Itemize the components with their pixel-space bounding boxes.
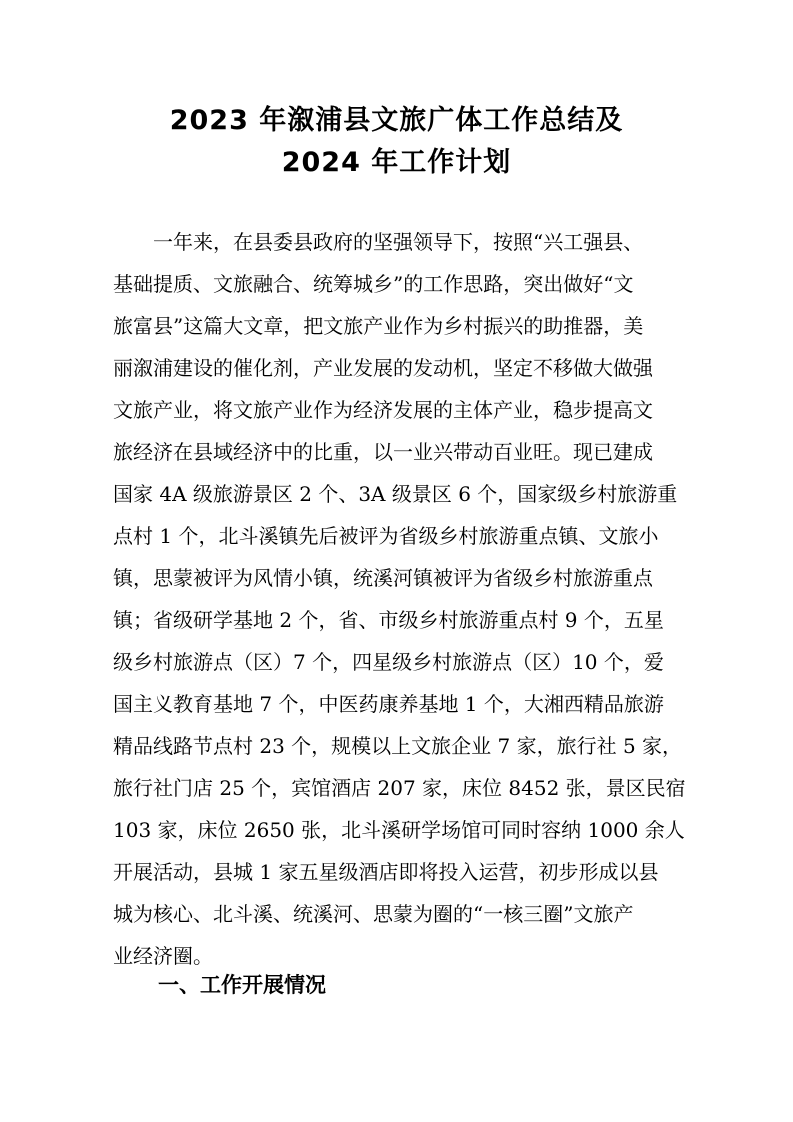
paragraph-line: 旅富县”这篇大文章，把文旅产业作为乡村振兴的助推器，美 <box>113 314 644 338</box>
paragraph-line: 丽溆浦建设的催化剂，产业发展的发动机，坚定不移做大做强 <box>113 356 653 380</box>
paragraph-line: 国主义教育基地 7 个，中医药康养基地 1 个，大湘西精品旅游 <box>113 692 664 716</box>
paragraph-line: 开展活动，县城 1 家五星级酒店即将投入运营，初步形成以县 <box>113 860 659 884</box>
paragraph-line: 文旅产业，将文旅产业作为经济发展的主体产业，稳步提高文 <box>113 398 653 422</box>
paragraph-line: 103 家，床位 2650 张，北斗溪研学场馆可同时容纳 1000 余人 <box>113 818 685 842</box>
paragraph-line: 国家 4A 级旅游景区 2 个、3A 级景区 6 个，国家级乡村旅游重 <box>113 482 678 506</box>
paragraph-line: 点村 1 个，北斗溪镇先后被评为省级乡村旅游重点镇、文旅小 <box>113 524 659 548</box>
paragraph-line: 一年来，在县委县政府的坚强领导下，按照“兴工强县、 <box>113 230 644 254</box>
paragraph-line: 基础提质、文旅融合、统筹城乡”的工作思路，突出做好“文 <box>113 272 634 296</box>
paragraph-line: 镇，思蒙被评为风情小镇，统溪河镇被评为省级乡村旅游重点 <box>113 566 653 590</box>
paragraph-line: 镇；省级研学基地 2 个，省、市级乡村旅游重点村 9 个，五星 <box>113 608 664 632</box>
paragraph-line: 级乡村旅游点（区）7 个，四星级乡村旅游点（区）10 个，爱 <box>113 650 664 674</box>
paragraph-line: 城为核心、北斗溪、统溪河、思蒙为圈的“一核三圈”文旅产 <box>113 902 634 926</box>
section-heading: 一、工作开展情况 <box>158 973 326 997</box>
paragraph-line: 业经济圈。 <box>113 944 213 968</box>
document-title-line-2: 2024 年工作计划 <box>281 147 512 178</box>
paragraph-line: 精品线路节点村 23 个，规模以上文旅企业 7 家，旅行社 5 家， <box>113 734 683 758</box>
document-title-line-1: 2023 年溆浦县文旅广体工作总结及 <box>169 105 624 136</box>
paragraph-line: 旅经济在县域经济中的比重，以一业兴带动百业旺。现已建成 <box>113 440 653 464</box>
paragraph-line: 旅行社门店 25 个，宾馆酒店 207 家，床位 8452 张，景区民宿 <box>113 776 686 800</box>
